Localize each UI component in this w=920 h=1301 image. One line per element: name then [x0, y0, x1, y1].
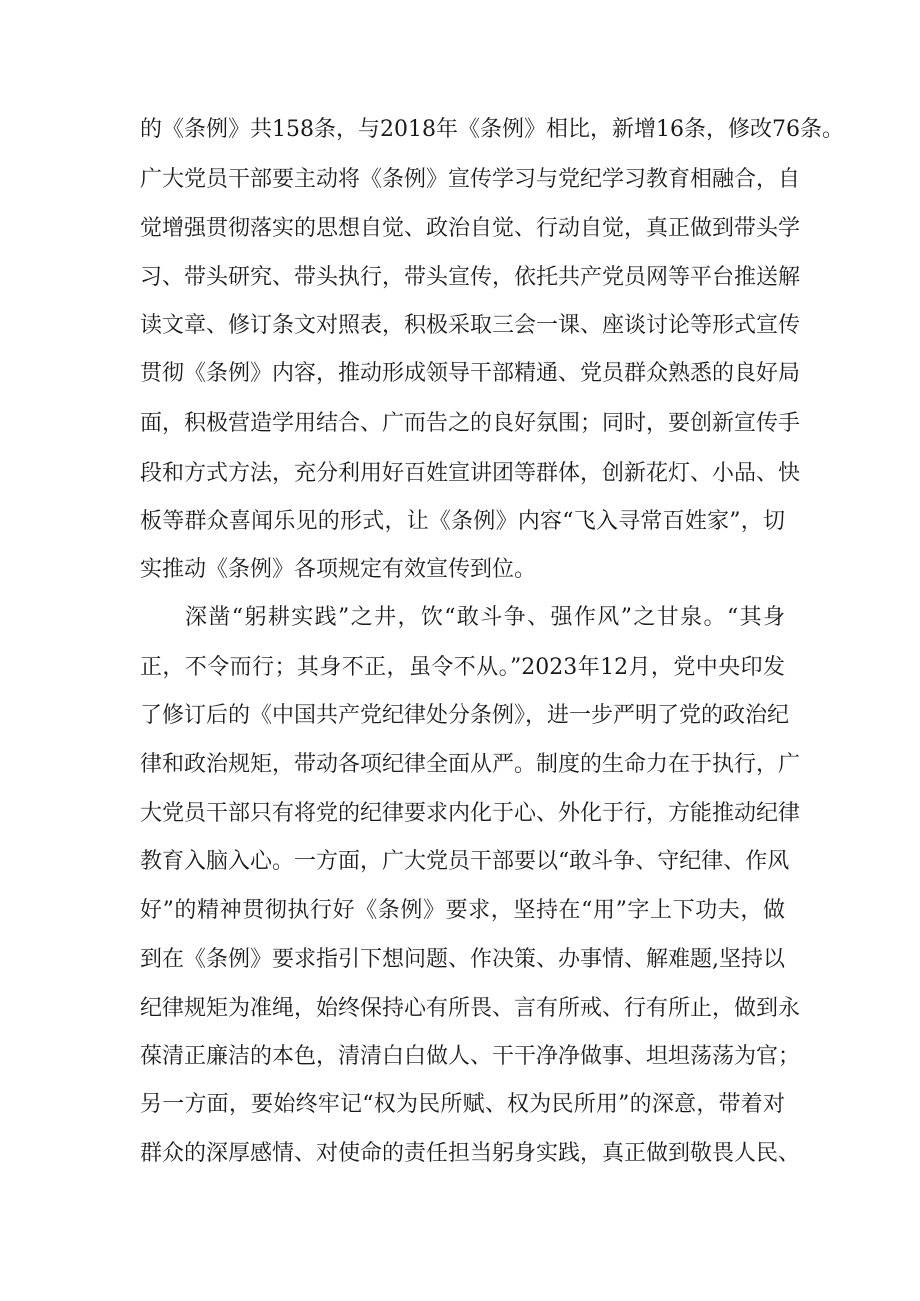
text-line: 贯彻《条例》内容，推动形成领导干部精通、党员群众熟悉的良好局 — [140, 361, 801, 386]
text-line: 广大党员干部要主动将《条例》宣传学习与党纪学习教育相融合，自 — [140, 167, 801, 192]
text-line: 了修订后的《中国共产党纪律处分条例》，进一步严明了党的政治纪 — [140, 703, 790, 728]
text-line: 的《条例》共158条，与2018年《条例》相比，新增16条，修改76条。 — [140, 117, 844, 142]
text-line: 习、带头研究、带头执行，带头宣传，依托共产党员网等平台推送解 — [140, 265, 801, 290]
text-line: 好”的精神贯彻执行好《条例》要求，坚持在“用”字上下功夫，做 — [140, 898, 785, 923]
text-line: 面，积极营造学用结合、广而告之的良好氛围；同时，要创新宣传手 — [140, 411, 801, 436]
text-line: 大党员干部只有将党的纪律要求内化于心、外化于行，方能推动纪律 — [140, 801, 801, 826]
text-line: 实推动《条例》各项规定有效宣传到位。 — [140, 557, 537, 582]
text-line: 律和政治规矩，带动各项纪律全面从严。制度的生命力在于执行，广 — [140, 752, 801, 777]
text-line: 教育入脑入心。一方面，广大党员干部要以“敢斗争、守纪律、作风 — [140, 849, 790, 874]
text-line: 纪律规矩为准绳，始终保持心有所畏、言有所戒、行有所止，做到永 — [140, 996, 801, 1021]
text-line: 读文章、修订条文对照表，积极采取三会一课、座谈讨论等形式宣传 — [140, 313, 801, 338]
text-line: 到在《条例》要求指引下想问题、作决策、办事情、解难题,坚持以 — [140, 947, 785, 972]
text-line: 群众的深厚感情、对使命的责任担当躬身实践，真正做到敬畏人民、 — [140, 1141, 801, 1166]
text-line: 正，不令而行；其身不正，虽令不从。”2023年12月，党中央印发 — [140, 655, 785, 680]
text-line: 深凿“躬耕实践”之井，饮“敢斗争、强作风”之甘泉。“其身 — [185, 605, 785, 630]
text-line: 葆清正廉洁的本色，清清白白做人、干干净净做事、坦坦荡荡为官； — [140, 1044, 801, 1069]
text-line: 板等群众喜闻乐见的形式，让《条例》内容“飞入寻常百姓家”，切 — [140, 509, 785, 534]
text-line: 另一方面，要始终牢记“权为民所赋、权为民所用”的深意，带着对 — [140, 1092, 785, 1117]
text-line: 觉增强贯彻落实的思想自觉、政治自觉、行动自觉，真正做到带头学 — [140, 216, 801, 241]
text-line: 段和方式方法，充分利用好百姓宣讲团等群体，创新花灯、小品、快 — [140, 461, 801, 486]
